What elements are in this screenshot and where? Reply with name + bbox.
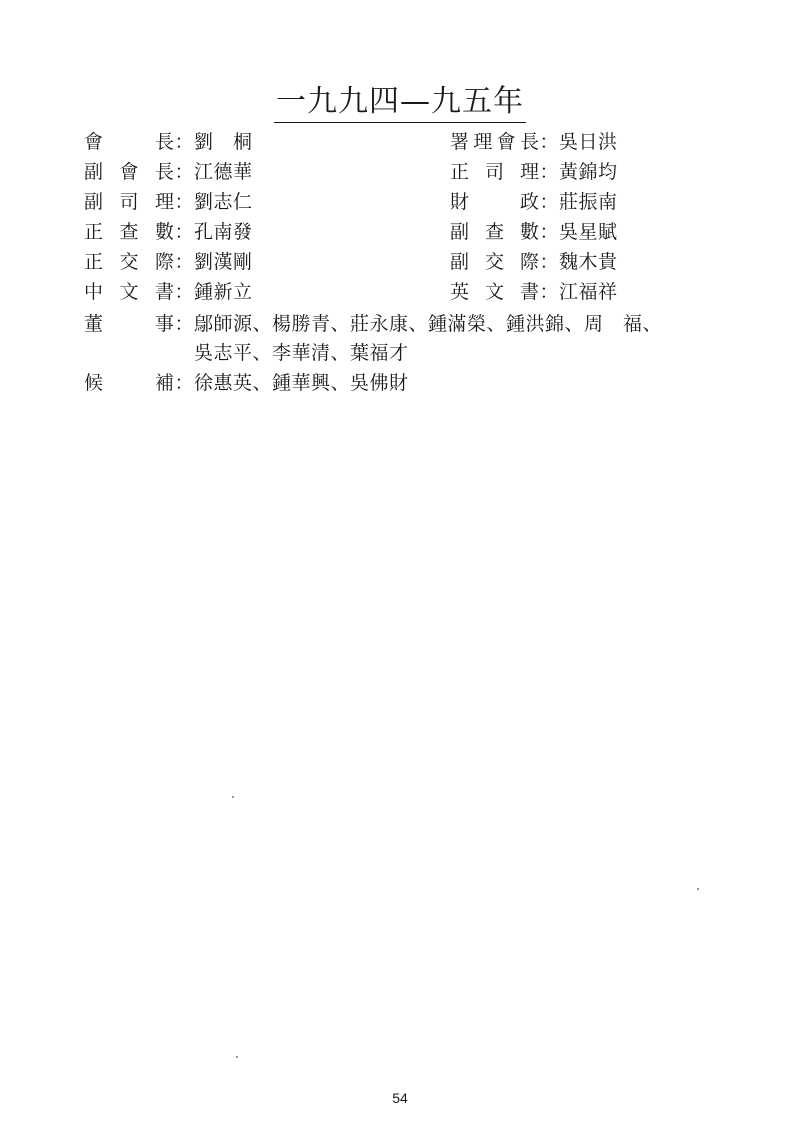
colon: ：: [174, 372, 194, 394]
officer-name: 吳星賦: [559, 221, 618, 243]
officer-row: [450, 220, 618, 244]
officer-name: 江德華: [194, 161, 253, 183]
officer-title: 副查數: [450, 221, 539, 243]
officer-name: 江福祥: [559, 281, 618, 303]
officer-row: [84, 130, 253, 154]
officer-title: 會長: [84, 131, 174, 153]
officer-row: [450, 130, 618, 154]
alternates-names: 徐惠英、鍾華興、吳佛財: [194, 372, 409, 394]
scan-speck: [236, 1056, 238, 1058]
colon: ：: [539, 131, 559, 153]
scan-speck: [697, 888, 699, 890]
page-number: 54: [392, 1090, 408, 1106]
officer-title: 副交際: [450, 251, 539, 273]
directors-names-line2: 吳志平、李華清、葉福才: [194, 342, 409, 364]
officer-title: 正交際: [84, 251, 174, 273]
officer-title: 中文書: [84, 281, 174, 303]
officer-row: [84, 160, 253, 184]
page-title: [0, 84, 800, 123]
directors-row: [84, 312, 662, 336]
colon: ：: [174, 191, 194, 213]
colon: ：: [174, 251, 194, 273]
alternates-row: [84, 371, 409, 395]
colon: ：: [174, 281, 194, 303]
officer-name: 莊振南: [559, 191, 618, 213]
colon: ：: [539, 251, 559, 273]
officer-name: 黃錦均: [559, 161, 618, 183]
officer-name: 劉 桐: [194, 131, 253, 153]
colon: ：: [174, 313, 194, 335]
officer-row: [84, 190, 253, 214]
colon: ：: [539, 221, 559, 243]
colon: ：: [174, 221, 194, 243]
page-title-text: 一九九四—九五年: [274, 84, 526, 123]
directors-title: 董事: [84, 313, 174, 335]
officer-title: 英文書: [450, 281, 539, 303]
alternates-title: 候補: [84, 372, 174, 394]
directors-names-line1: 鄔師源、楊勝青、莊永康、鍾滿榮、鍾洪錦、周 福、: [194, 313, 663, 335]
officer-row: [450, 190, 618, 214]
officer-title: 正查數: [84, 221, 174, 243]
officer-row: [450, 250, 618, 274]
colon: ：: [174, 161, 194, 183]
officer-name: 孔南發: [194, 221, 253, 243]
officer-row: [84, 220, 253, 244]
officer-title: 署理會長: [450, 131, 539, 153]
officer-title: 副會長: [84, 161, 174, 183]
officer-row: [450, 160, 618, 184]
officer-title: 正司理: [450, 161, 539, 183]
officer-name: 吳日洪: [559, 131, 618, 153]
officer-row: [84, 280, 253, 304]
colon: ：: [539, 191, 559, 213]
officer-title: 財政: [450, 191, 539, 213]
colon: ：: [539, 161, 559, 183]
colon: ：: [539, 281, 559, 303]
officer-name: 劉志仁: [194, 191, 253, 213]
officer-row: [84, 250, 253, 274]
officer-name: 鍾新立: [194, 281, 253, 303]
scan-speck: [232, 796, 234, 798]
officer-name: 劉漢剛: [194, 251, 253, 273]
officer-name: 魏木貴: [559, 251, 618, 273]
officer-title: 副司理: [84, 191, 174, 213]
colon: ：: [174, 131, 194, 153]
officer-row: [450, 280, 618, 304]
